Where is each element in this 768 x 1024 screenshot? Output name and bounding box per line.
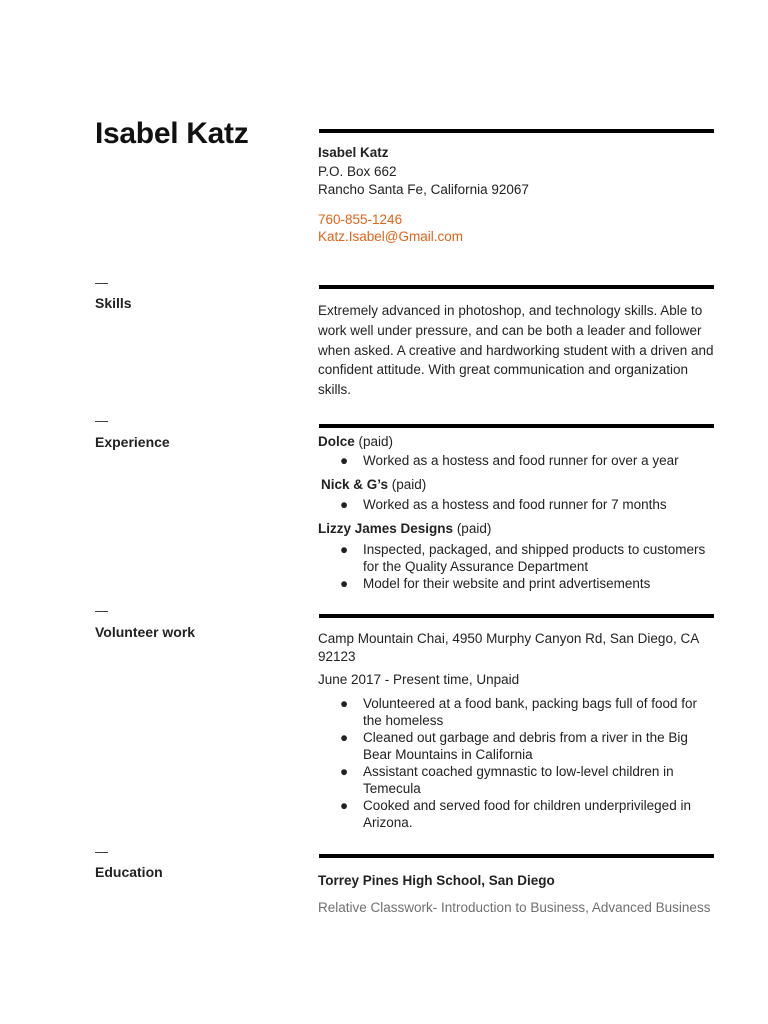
job-type: (paid) xyxy=(388,477,427,492)
section-rule xyxy=(319,285,714,289)
resume-name-heading: Isabel Katz xyxy=(95,117,249,150)
bullet-icon: ● xyxy=(340,497,349,512)
skills-summary: Extremely advanced in photoshop, and technology skills. Able to work well under pressure, and can be both a leader and follower when asked. A creative and hardworking student with a driven and confident attitude. With great communication and organization skills. xyxy=(318,303,714,398)
list-item: ● Volunteered at a food bank, packing bags full of food for the homeless xyxy=(340,696,697,728)
section-title-experience: Experience xyxy=(95,434,170,450)
section-rule xyxy=(319,424,714,428)
list-item: ● Worked as a hostess and food runner for 7 months xyxy=(340,497,667,512)
section-rule xyxy=(319,614,714,618)
education-coursework: Relative Classwork- Introduction to Business, Advanced Business xyxy=(318,900,711,915)
job-bullets-nick-gs xyxy=(318,496,718,513)
job-heading-nick-gs xyxy=(321,476,426,494)
job-heading-dolce xyxy=(318,433,393,451)
section-dash: — xyxy=(95,844,108,859)
job-bullets-dolce xyxy=(318,452,718,469)
volunteer-dates: June 2017 - Present time, Unpaid xyxy=(318,672,520,687)
education-school: Torrey Pines High School, San Diego xyxy=(318,873,555,888)
job-type: (paid) xyxy=(453,521,492,536)
volunteer-bullets xyxy=(318,695,718,831)
job-employer: Dolce xyxy=(318,434,355,449)
list-item: ● Inspected, packaged, and shipped products to customers for the Quality Assurance Department xyxy=(340,542,706,574)
contact-phone[interactable]: 760-855-1246 xyxy=(318,212,403,227)
bullet-icon: ● xyxy=(340,576,349,591)
list-item: ● Model for their website and print advertisements xyxy=(340,576,651,591)
list-item: ● Worked as a hostess and food runner for over a year xyxy=(340,453,679,468)
job-employer: Nick & G’s xyxy=(321,477,389,492)
section-rule xyxy=(319,854,714,858)
contact-address-line2: Rancho Santa Fe, California 92067 xyxy=(318,182,529,197)
job-employer: Lizzy James Designs xyxy=(318,521,454,536)
list-item: ● Cleaned out garbage and debris from a river in the Big Bear Mountains in California xyxy=(340,730,688,762)
section-dash: — xyxy=(95,413,108,428)
volunteer-location: Camp Mountain Chai, 4950 Murphy Canyon Rd, San Diego, CA 92123 xyxy=(318,631,699,664)
contact-email[interactable]: Katz.Isabel@Gmail.com xyxy=(318,229,463,244)
bullet-icon: ● xyxy=(340,542,349,557)
bullet-icon: ● xyxy=(340,730,349,745)
bullet-icon: ● xyxy=(340,696,349,711)
contact-address-line1: P.O. Box 662 xyxy=(318,164,397,179)
job-type: (paid) xyxy=(354,434,394,449)
section-dash: — xyxy=(95,275,108,290)
section-dash: — xyxy=(95,603,108,618)
contact-name: Isabel Katz xyxy=(318,145,389,160)
bullet-icon: ● xyxy=(340,453,349,468)
list-item: ● Cooked and served food for children underprivileged in Arizona. xyxy=(340,798,691,830)
job-bullets-lizzy-james xyxy=(318,541,718,592)
section-rule xyxy=(319,129,714,133)
section-title-skills: Skills xyxy=(95,295,132,311)
section-title-volunteer: Volunteer work xyxy=(95,624,196,640)
list-item: ● Assistant coached gymnastic to low-level children in Temecula xyxy=(340,764,674,796)
bullet-icon: ● xyxy=(340,798,349,813)
bullet-icon: ● xyxy=(340,764,349,779)
section-title-education: Education xyxy=(95,864,163,880)
job-heading-lizzy-james xyxy=(318,520,491,538)
